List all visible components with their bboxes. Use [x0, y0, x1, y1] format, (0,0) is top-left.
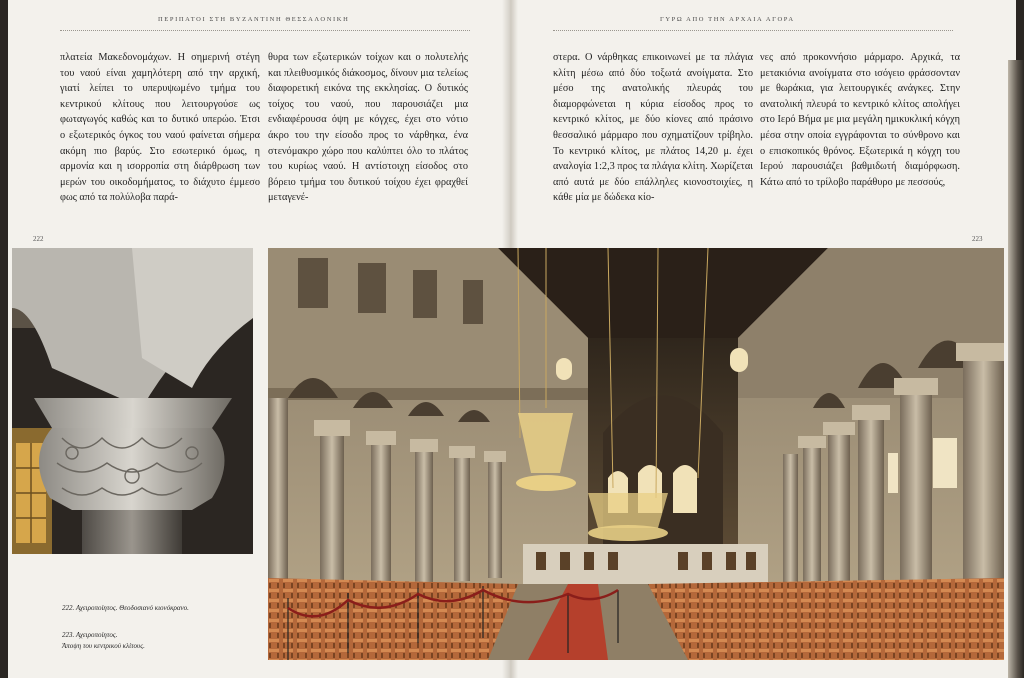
text-column-1: πλατεία Μακεδονομάχων. Η σημερινή στέγη του ναού είναι χαμηλότερη από την αρχική, γιατί λείπει το υπερυψωμένο τμήμα του κεντρικού κλίτους που λειτουργούσε ως φωταγωγός καθώς και το δυτικό υπερώο. Έτσι ο εξωτερικός όγκος του ναού φαίνεται σήμερα ακόμη πιο βαρύς. Στο εσωτερικό όμως, η αρμονία και η ισορροπία στη διάρθρωση των μερών του οικοδομήματος, το διάχυτο έμμεσο φως από τα πολύλοβα παρά-: [60, 52, 260, 204]
running-head-right: ΓΥΡΩ ΑΠΟ ΤΗΝ ΑΡΧΑΙΑ ΑΓΟΡΑ: [660, 16, 795, 23]
caption-223-line-1: 223. Αχειροποίητος.: [62, 631, 118, 639]
interior-photo: [268, 248, 1004, 660]
page-number-right: 223: [972, 235, 983, 243]
page-edge: [1008, 60, 1024, 678]
text-column-2: θυρα των εξωτερικών τοίχων και ο πολυτελής και πλειθυσμικός διάκοσμος, δίνουν μια τελείως διαφορετική εικόνα της εκκλησίας. Ο δυτικός τοίχος του ναού, που παρουσιάζει μια ενδιαφέρουσα όψη με κόγχες, έχει στο νότιο άκρο του την είσοδο προς το νάρθηκα, ένα στενόμακρο χώρο που καλύπτει όλο το πλάτος του κυρίως ναού. Η αντίστοιχη είσοδος στο βόρειο τμήμα του δυτικού τοίχου έχει φραχθεί μεταγενέ-: [268, 52, 468, 204]
text-column-3: στερα. Ο νάρθηκας επικοινωνεί με τα πλάγια κλίτη μέσω από δύο τοξωτά ανοίγματα. Στο μέσο της ανατολικής πλευράς του διαμορφώνεται η κύρια είσοδος προς το κεντρικό κλίτος, με δύο κίονες από πράσινο θεσσαλικό μάρμαρο που σχηματίζουν τρίβηλο. Το κεντρικό κλίτος, με πλάτος 14,20 μ. έχει αναλογία 1:2,3 προς τα πλάγια κλίτη. Χωρίζεται από αυτά με δύο επάλληλες κιονοστοιχίες, η κάθε μία με δώδεκα κίο-: [553, 52, 753, 204]
running-head-left: ΠΕΡΙΠΑΤΟΙ ΣΤΗ ΒΥΖΑΝΤΙΝΗ ΘΕΣΣΑΛΟΝΙΚΗ: [158, 16, 350, 23]
header-rule-left: [60, 30, 470, 31]
caption-222: 222. Αχειροποίητος. Θεοδοσιανό κιονόκρανο.: [62, 604, 189, 612]
caption-223-line-2: Άποψη του κεντρικού κλίτους.: [62, 642, 145, 650]
caption-223: [62, 630, 145, 652]
header-rule-right: [553, 30, 953, 31]
text-column-4: νες από προκοννήσιο μάρμαρο. Αρχικά, τα μετακιόνια ανοίγματα στο ισόγειο φράσσονταν με θωράκια, για λειτουργικές ανάγκες. Στην ανατολική πλευρά το κεντρικό κλίτος απολήγει στο Ιερό Βήμα με μια μεγάλη ημικυκλική κόγχη μέσα στην οποία εγγράφονται το σύνθρονο και ο επισκοπικός θρόνος. Εξωτερικά η κόγχη του Ιερού παρουσιάζει βαθμιδωτή διαμόρφωση. Κάτω από το τρίλοβο παράθυρο με πεσσούς,: [760, 52, 960, 188]
page-number-left: 222: [33, 235, 44, 243]
capital-photo: [12, 248, 253, 554]
